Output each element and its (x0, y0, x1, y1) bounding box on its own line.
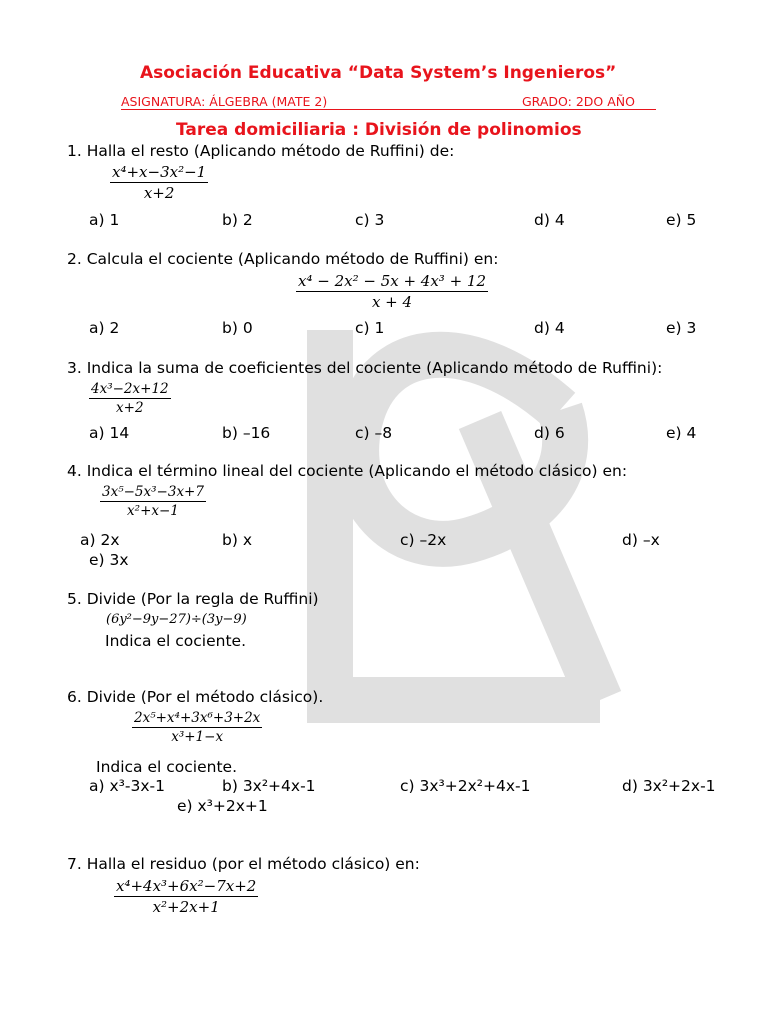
q4-option-b: b) x (222, 531, 252, 549)
q7-denominator: x²+2x+1 (152, 898, 220, 916)
q7-numerator: x⁴+4x³+6x²−7x+2 (116, 877, 257, 895)
q1-numerator: x⁴+x−3x²−1 (112, 163, 207, 181)
q7-fraction (114, 877, 258, 916)
q6-option-a: a) x³-3x-1 (89, 777, 165, 795)
question-4: 4. Indica el término lineal del cociente (Aplicando el método clásico) en: (67, 462, 628, 480)
q5-note: Indica el cociente. (105, 632, 246, 650)
question-7: 7. Halla el residuo (por el método clásico) en: (67, 855, 420, 873)
q4-option-c: c) –2x (400, 531, 447, 549)
q6-numerator: 2x⁵+x⁴+3x⁶+3+2x (134, 710, 261, 726)
grade-label: GRADO: 2DO AÑO (522, 94, 635, 109)
q3-denominator: x+2 (116, 400, 144, 416)
q3-option-b: b) –16 (222, 424, 271, 442)
question-3: 3. Indica la suma de coeficientes del cociente (Aplicando método de Ruffini): (67, 359, 663, 377)
q3-option-d: d) 6 (534, 424, 565, 442)
question-5: 5. Divide (Por la regla de Ruffini) (67, 590, 319, 608)
q2-option-a: a) 2 (89, 319, 120, 337)
question-6: 6. Divide (Por el método clásico). (67, 688, 324, 706)
subject-label: ASIGNATURA: ÁLGEBRA (MATE 2) (121, 94, 328, 109)
q3-option-c: c) –8 (355, 424, 393, 442)
q1-option-e: e) 5 (666, 211, 697, 229)
q1-fraction (110, 163, 208, 202)
header-underline (121, 109, 656, 110)
question-2: 2. Calcula el cociente (Aplicando método de Ruffini) en: (67, 250, 499, 268)
q4-option-d: d) –x (622, 531, 660, 549)
q2-option-d: d) 4 (534, 319, 565, 337)
q1-option-d: d) 4 (534, 211, 565, 229)
q4-option-a: a) 2x (80, 531, 120, 549)
q6-option-c: c) 3x³+2x²+4x-1 (400, 777, 531, 795)
q6-fraction (132, 710, 262, 745)
q4-option-e: e) 3x (89, 551, 129, 569)
q5-expression: (6y²−9y−27)÷(3y−9) (106, 612, 247, 627)
task-title: Tarea domiciliaria : División de polinomios (176, 120, 582, 140)
q1-option-b: b) 2 (222, 211, 253, 229)
q4-fraction (100, 484, 206, 519)
q3-option-e: e) 4 (666, 424, 697, 442)
q2-fraction (296, 272, 488, 311)
school-title: Asociación Educativa “Data System’s Ingenieros” (140, 63, 617, 83)
q3-numerator: 4x³−2x+12 (91, 381, 169, 397)
q3-option-a: a) 14 (89, 424, 130, 442)
q2-denominator: x + 4 (371, 293, 413, 311)
q4-denominator: x²+x−1 (127, 503, 179, 519)
q6-note: Indica el cociente. (96, 758, 237, 776)
q1-option-c: c) 3 (355, 211, 385, 229)
q1-denominator: x+2 (143, 184, 175, 202)
q6-option-b: b) 3x²+4x-1 (222, 777, 316, 795)
q2-option-e: e) 3 (666, 319, 697, 337)
q6-denominator: x³+1−x (171, 729, 224, 745)
question-1: 1. Halla el resto (Aplicando método de Ruffini) de: (67, 142, 455, 160)
q6-option-e: e) x³+2x+1 (177, 797, 268, 815)
q2-numerator: x⁴ − 2x² − 5x + 4x³ + 12 (298, 272, 487, 290)
q2-option-b: b) 0 (222, 319, 253, 337)
q1-option-a: a) 1 (89, 211, 120, 229)
q6-option-d: d) 3x²+2x-1 (622, 777, 716, 795)
q4-numerator: 3x⁵−5x³−3x+7 (102, 484, 204, 500)
q3-fraction (89, 381, 171, 416)
q2-option-c: c) 1 (355, 319, 385, 337)
